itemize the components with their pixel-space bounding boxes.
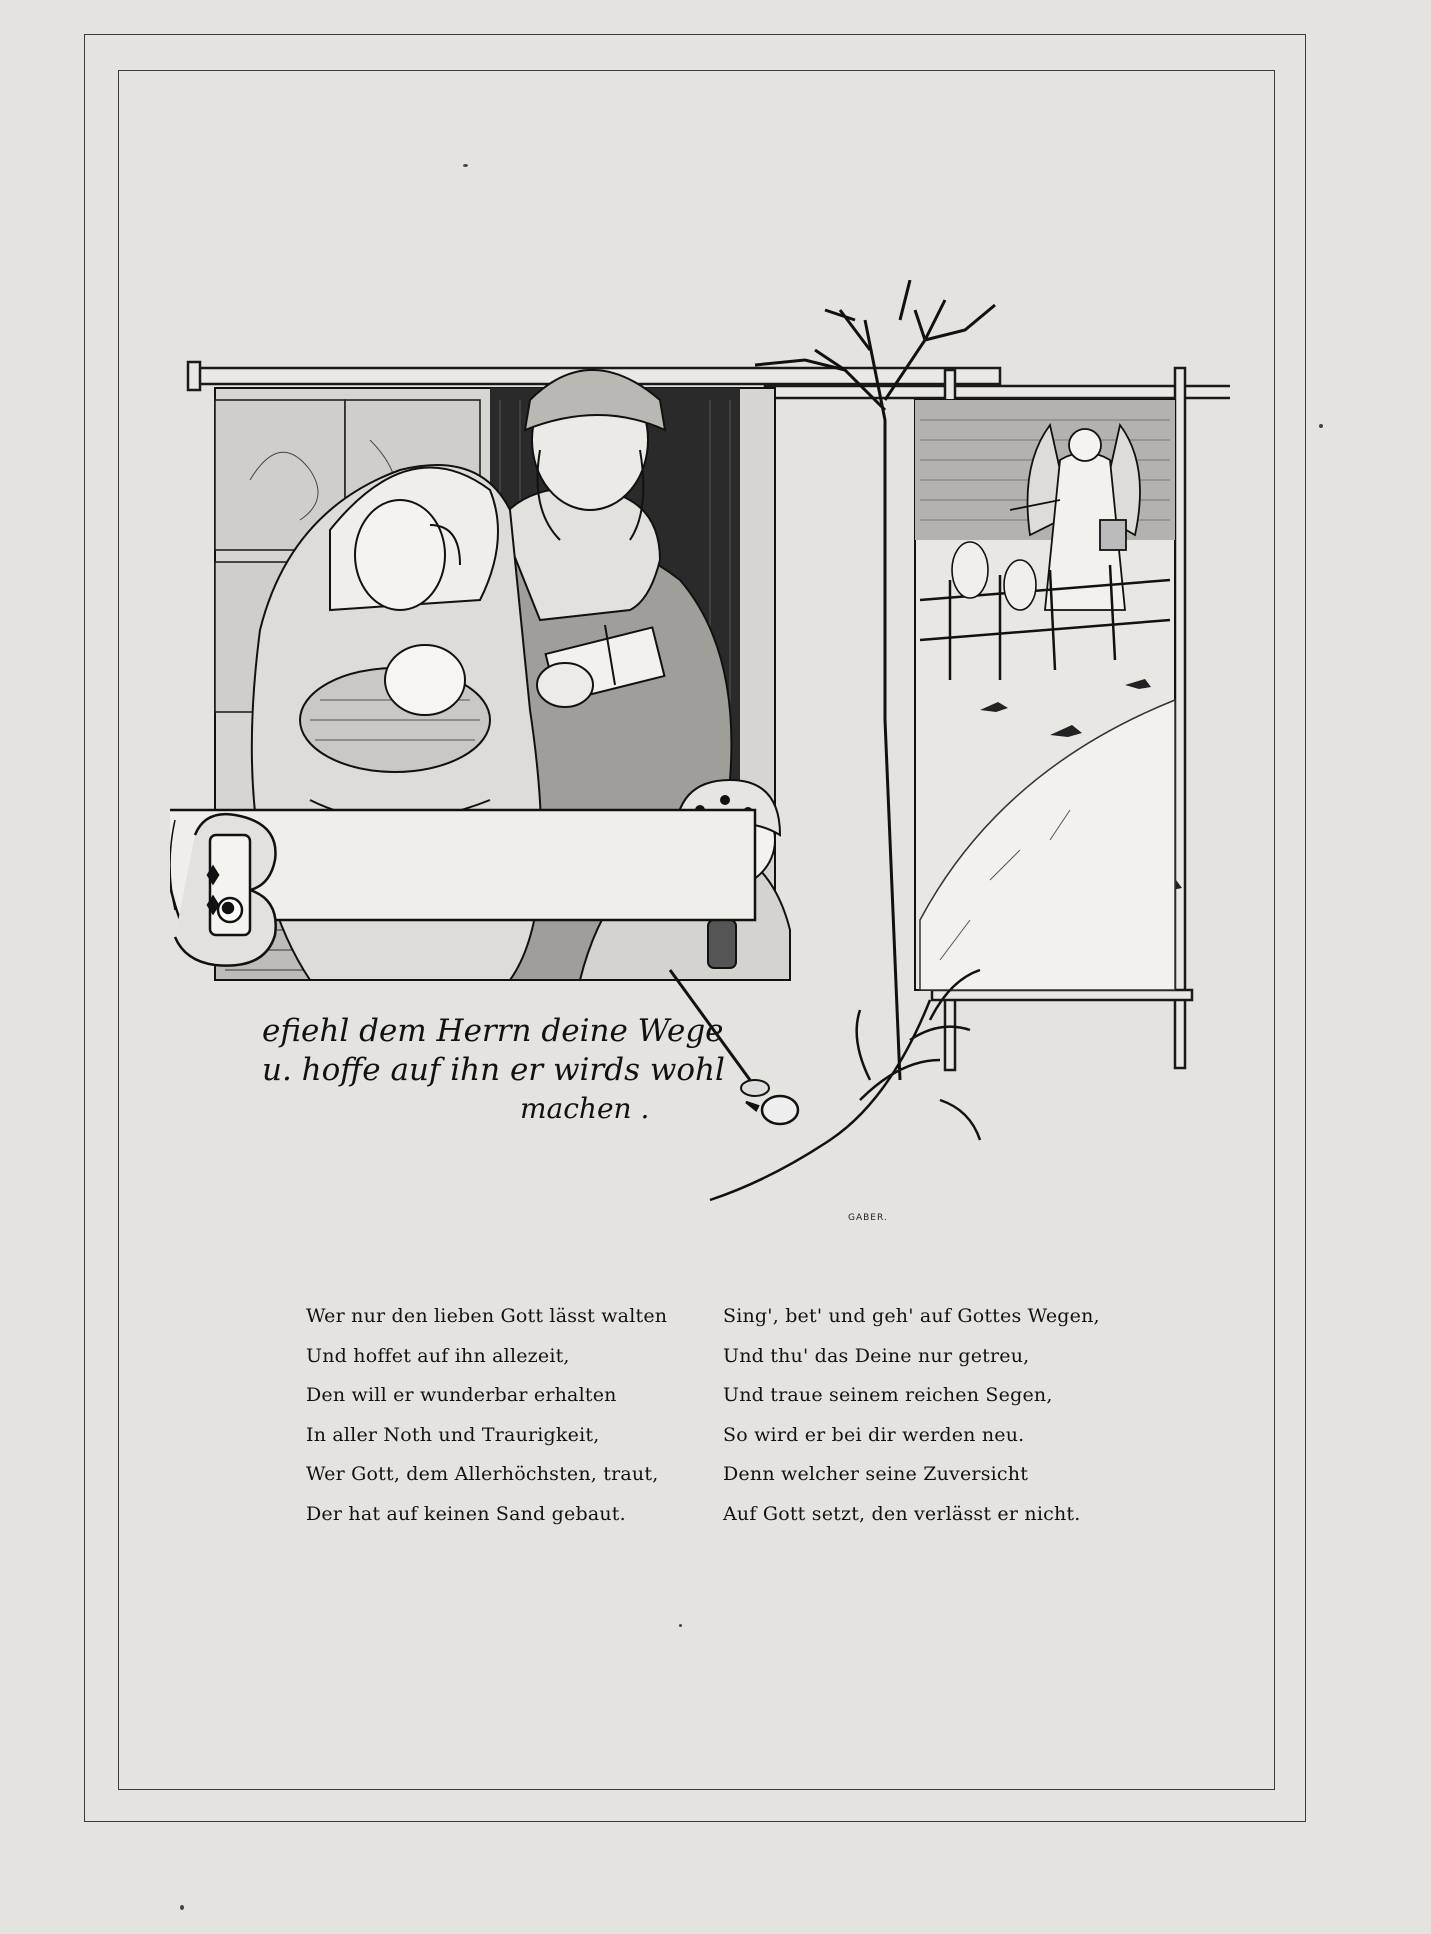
verse-line: Sing', bet' und geh' auf Gottes Wegen, [723, 1305, 1100, 1327]
paper-speck [679, 1624, 682, 1627]
verse-line: Auf Gott setzt, den verlässt er nicht. [723, 1502, 1081, 1525]
verse-line: Wer nur den lieben Gott lässt walten [306, 1305, 668, 1327]
verse-line: Der hat auf keinen Sand gebaut. [306, 1502, 626, 1525]
paper-speck [1319, 424, 1323, 428]
verse-line: In aller Noth und Traurigkeit, [306, 1423, 600, 1446]
motto-line-3: machen . [520, 1092, 650, 1125]
verse-line: Wer Gott, dem Allerhöchsten, traut, [306, 1463, 659, 1485]
interior-scene [208, 370, 790, 1096]
artist-signature: GABER. [848, 1213, 888, 1223]
winter-scene [915, 400, 1182, 990]
motto-line-2: u. hoffe auf ihn er wirds wohl [262, 1052, 725, 1088]
paper-speck [180, 1905, 184, 1910]
verse-left-column [306, 1297, 667, 1534]
verse-line: Den will er wunderbar erhalten [306, 1384, 617, 1406]
motto-line-1: efiehl dem Herrn deine Wege [262, 1013, 724, 1049]
verse-line: So wird er bei dir werden neu. [723, 1423, 1025, 1446]
verse-line: Und hoffet auf ihn allezeit, [306, 1344, 570, 1367]
paper-speck [463, 164, 468, 167]
verse-right-column [723, 1297, 1100, 1534]
verse-line: Denn welcher seine Zuversicht [723, 1463, 1029, 1485]
verse-line: Und thu' das Deine nur getreu, [723, 1344, 1030, 1367]
motto-initial [233, 1044, 234, 1045]
verse-line: Und traue seinem reichen Segen, [723, 1384, 1053, 1406]
